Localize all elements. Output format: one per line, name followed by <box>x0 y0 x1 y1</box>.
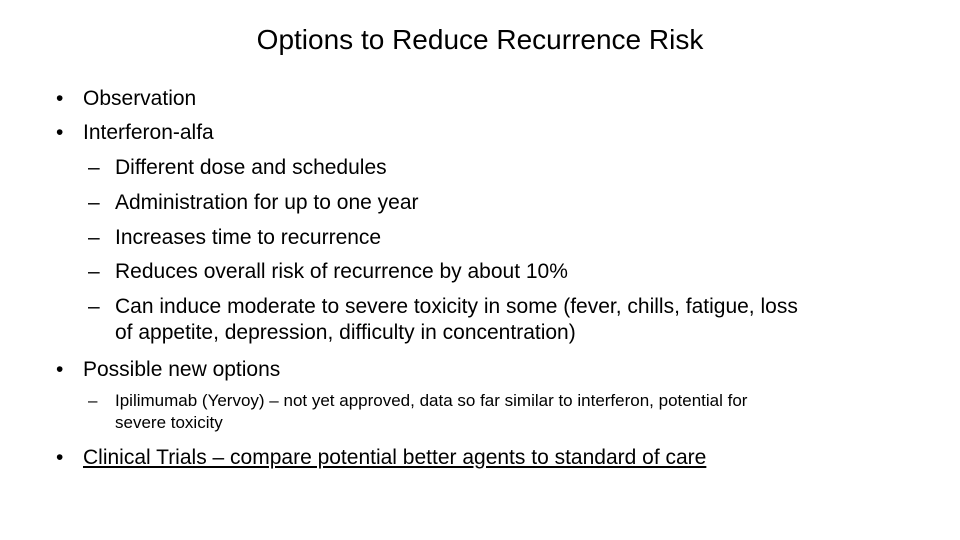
dash-glyph: – <box>88 295 100 318</box>
sub-item-text: Increases time to recurrence <box>115 226 382 249</box>
bullet-text: Interferon-alfa <box>83 121 214 144</box>
sub-item-toxicity <box>88 294 798 346</box>
clinical-trials-link[interactable]: Clinical Trials – compare potential better agents to standard of care <box>83 446 707 469</box>
slide-title: Options to Reduce Recurrence Risk <box>256 24 704 55</box>
bullet-glyph: • <box>56 446 64 469</box>
bullet-item-observation <box>56 86 196 112</box>
dash-glyph: – <box>88 226 100 249</box>
sub-item-text-continued: of appetite, depression, difficulty in concentration) <box>115 321 576 344</box>
sub-item-administration <box>88 190 419 216</box>
bullet-item-new-options <box>56 357 280 383</box>
sub-item-text-continued: severe toxicity <box>115 413 223 432</box>
sub-item-risk <box>88 259 568 285</box>
sub-item-text: Reduces overall risk of recurrence by about 10% <box>115 260 568 283</box>
sub-item-dose <box>88 155 387 181</box>
bullet-text: Observation <box>83 87 197 110</box>
bullet-text: Possible new options <box>83 358 281 381</box>
dash-glyph: – <box>88 260 100 283</box>
sub-item-text: Ipilimumab (Yervoy) – not yet approved, data so far similar to interferon, potential for <box>115 391 748 410</box>
bullet-glyph: • <box>56 121 64 144</box>
sub-item-text: Different dose and schedules <box>115 156 387 179</box>
dash-glyph: – <box>88 191 100 214</box>
bullet-glyph: • <box>56 87 64 110</box>
dash-glyph: – <box>88 156 100 179</box>
sub-item-ipilimumab <box>88 390 747 434</box>
sub-item-text: Administration for up to one year <box>115 191 419 214</box>
bullet-item-interferon <box>56 120 214 146</box>
bullet-glyph: • <box>56 358 64 381</box>
sub-item-time <box>88 225 381 251</box>
dash-glyph: – <box>88 391 98 410</box>
sub-item-text: Can induce moderate to severe toxicity in some (fever, chills, fatigue, loss <box>115 295 798 318</box>
bullet-item-clinical-trials[interactable] <box>56 445 706 471</box>
